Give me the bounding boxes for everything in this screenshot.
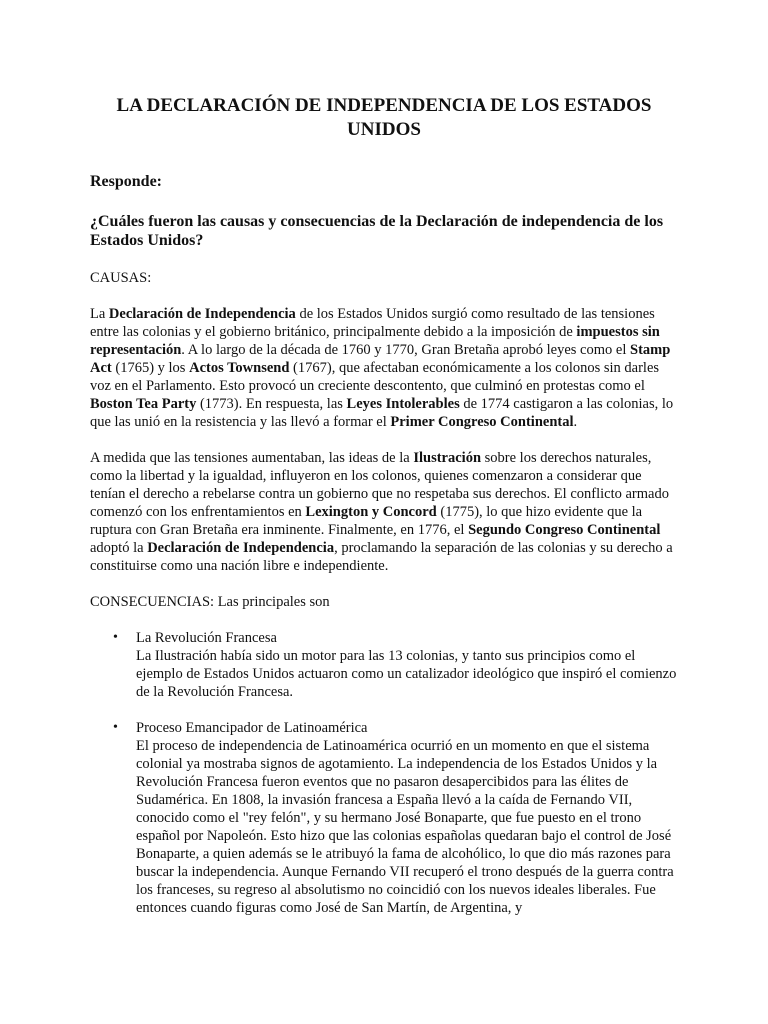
causes-paragraph-2: A medida que las tensiones aumentaban, las ideas de la Ilustración sobre los derechos naturales, como la libertad y la igualdad, influyeron en los colonos, quienes comenzaron a considerar que tenían el derecho a rebelarse contra un gobierno que no respetaba sus derechos. El conflicto armado comenzó con los enfrentamientos en Lexington y Concord (1775), lo que hizo evidente que la ruptura con Gran Bretaña era inminente. Finalmente, en 1776, el Segundo Congreso Continental adoptó la Declaración de Independencia, proclamando la separación de las colonias y su derecho a constituirse como una nación libre e independiente. <box>90 450 673 574</box>
consequence-title: Proceso Emancipador de Latinoamérica <box>136 720 368 736</box>
bullet-icon: • <box>113 720 118 735</box>
consequence-title: La Revolución Francesa <box>136 630 277 646</box>
document-page <box>90 94 678 935</box>
bold-term: impuestos sin representación <box>90 324 660 358</box>
bold-term: Lexington y Concord <box>305 504 437 520</box>
bold-term: Primer Congreso Continental <box>390 414 574 430</box>
consequence-text: El proceso de independencia de Latinoamérica ocurrió en un momento en que el sistema colonial ya mostraba signos de agotamiento. La independencia de los Estados Unidos y la Revolución Francesa fueron eventos que no pasaron desapercibidos para las élites de Sudamérica. En 1808, la invasión francesa a España llevó a la caída de Fernando VII, conocido como el "rey felón", y su hermano José Bonaparte, que fue puesto en el trono español por Napoleón. Esto hizo que las colonias españolas quedaran bajo el control de José Bonaparte, a quien además se le atribuyó la fama de alcohólico, lo que dio más razones para buscar la independencia. Aunque Fernando VII recuperó el trono después de la guerra contra los franceses, su regreso al absolutismo no coincidió con los nuevos ideales liberales. Fue entonces cuando figuras como José de San Martín, de Argentina, y <box>136 738 674 916</box>
bold-term: Leyes Intolerables <box>346 396 460 412</box>
consequences-heading: CONSECUENCIAS: Las principales son <box>90 594 330 610</box>
bold-term: Declaración de Independencia <box>108 306 296 322</box>
bullet-icon: • <box>113 630 118 645</box>
responde-label: Responde: <box>90 173 163 190</box>
bold-term: Declaración de Independencia <box>147 540 335 556</box>
list-item <box>90 629 678 701</box>
bold-term: Segundo Congreso Continental <box>468 522 661 538</box>
bold-term: Stamp Act <box>90 342 671 376</box>
list-item <box>90 719 678 917</box>
bold-term: Ilustración <box>413 450 482 466</box>
consequence-text: La Ilustración había sido un motor para las 13 colonias, y tanto sus principios como el ejemplo de Estados Unidos actuaron como un catalizador ideológico que inspiró el comienzo de la Revolución Francesa. <box>136 648 677 700</box>
question-text: ¿Cuáles fueron las causas y consecuencias de la Declaración de independencia de los Estados Unidos? <box>90 213 664 249</box>
bold-term: Boston Tea Party <box>90 396 197 412</box>
causes-paragraph-1: La Declaración de Independencia de los Estados Unidos surgió como resultado de las tensiones entre las colonias y el gobierno británico, principalmente debido a la imposición de impuestos sin representación. A lo largo de la década de 1760 y 1770, Gran Bretaña aprobó leyes como el Stamp Act (1765) y los Actos Townsend (1767), que afectaban económicamente a los colonos sin darles voz en el Parlamento. Esto provocó un creciente descontento, que culminó en protestas como el Boston Tea Party (1773). En respuesta, las Leyes Intolerables de 1774 castigaron a las colonias, lo que las unió en la resistencia y las llevó a formar el Primer Congreso Continental. <box>90 306 674 430</box>
document-title: LA DECLARACIÓN DE INDEPENDENCIA DE LOS ESTADOS UNIDOS <box>116 95 652 140</box>
consequences-list <box>90 629 678 917</box>
causes-heading: CAUSAS: <box>90 270 152 286</box>
bold-term: Actos Townsend <box>189 360 290 376</box>
